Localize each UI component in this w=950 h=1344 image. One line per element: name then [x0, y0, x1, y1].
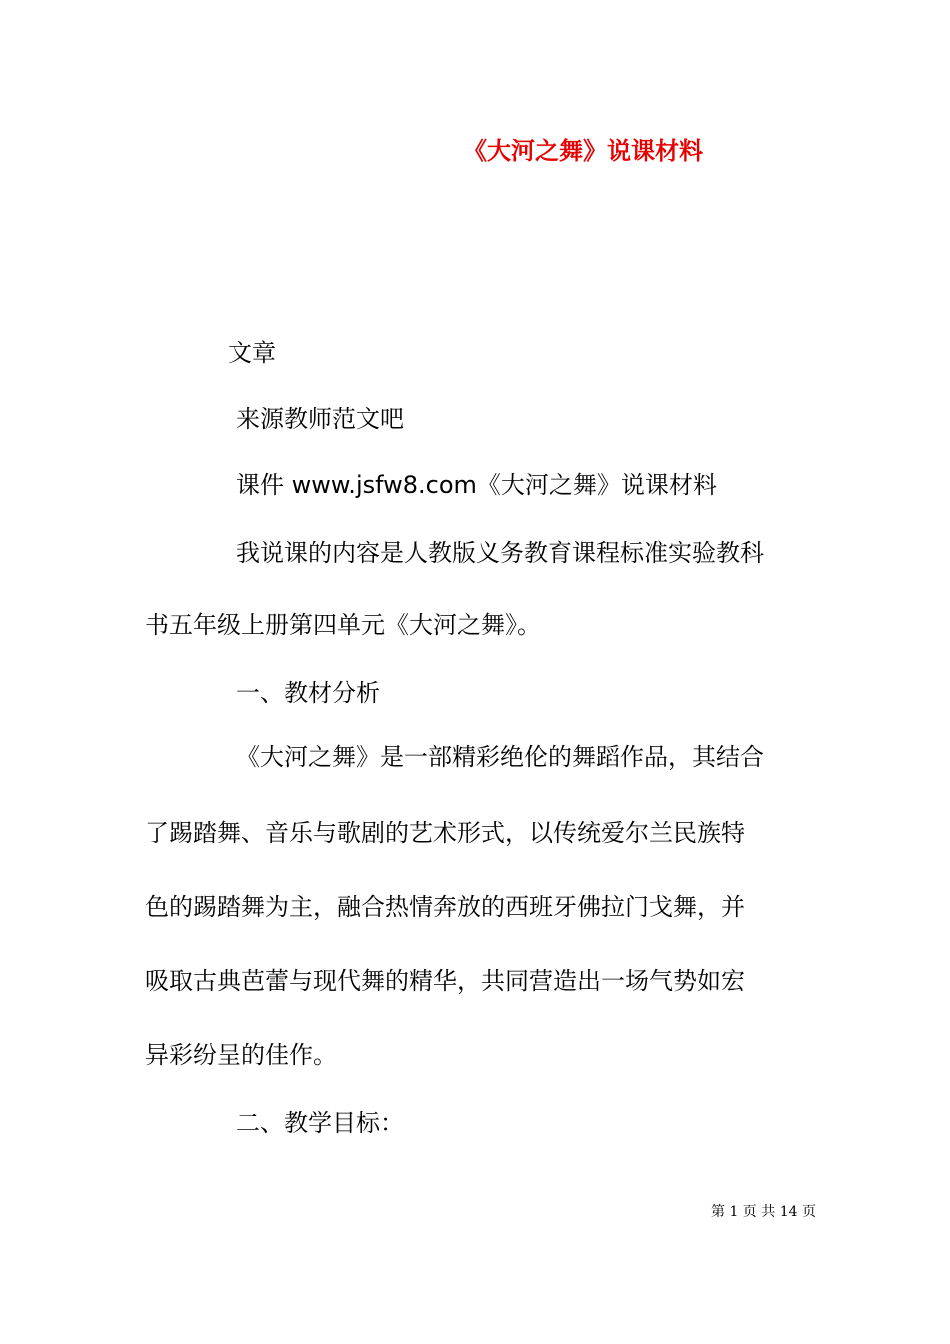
text-line: 色的踢踏舞为主，融合热情奔放的西班牙佛拉门戈舞，并 [145, 893, 745, 921]
page-number: 第 1 页 共 14 页 [711, 1204, 816, 1220]
text-line: 《大河之舞》是一部精彩绝伦的舞蹈作品，其结合 [236, 743, 764, 771]
text-line: 课件 www.jsfw8.com《大河之舞》说课材料 [236, 471, 717, 499]
text-line: 文章 [228, 339, 276, 367]
text-line: 吸取古典芭蕾与现代舞的精华，共同营造出一场气势如宏 [145, 967, 745, 995]
section-heading: 二、教学目标： [236, 1109, 404, 1137]
text-line: 了踢踏舞、音乐与歌剧的艺术形式，以传统爱尔兰民族特 [145, 819, 745, 847]
text-line: 来源教师范文吧 [236, 405, 404, 433]
document-title: 《大河之舞》说课材料 [463, 136, 703, 165]
text-line: 异彩纷呈的佳作。 [145, 1041, 337, 1069]
section-heading: 一、教材分析 [236, 679, 380, 707]
text-line: 我说课的内容是人教版义务教育课程标准实验教科 [236, 539, 764, 567]
text-line: 书五年级上册第四单元《大河之舞》。 [145, 611, 541, 639]
